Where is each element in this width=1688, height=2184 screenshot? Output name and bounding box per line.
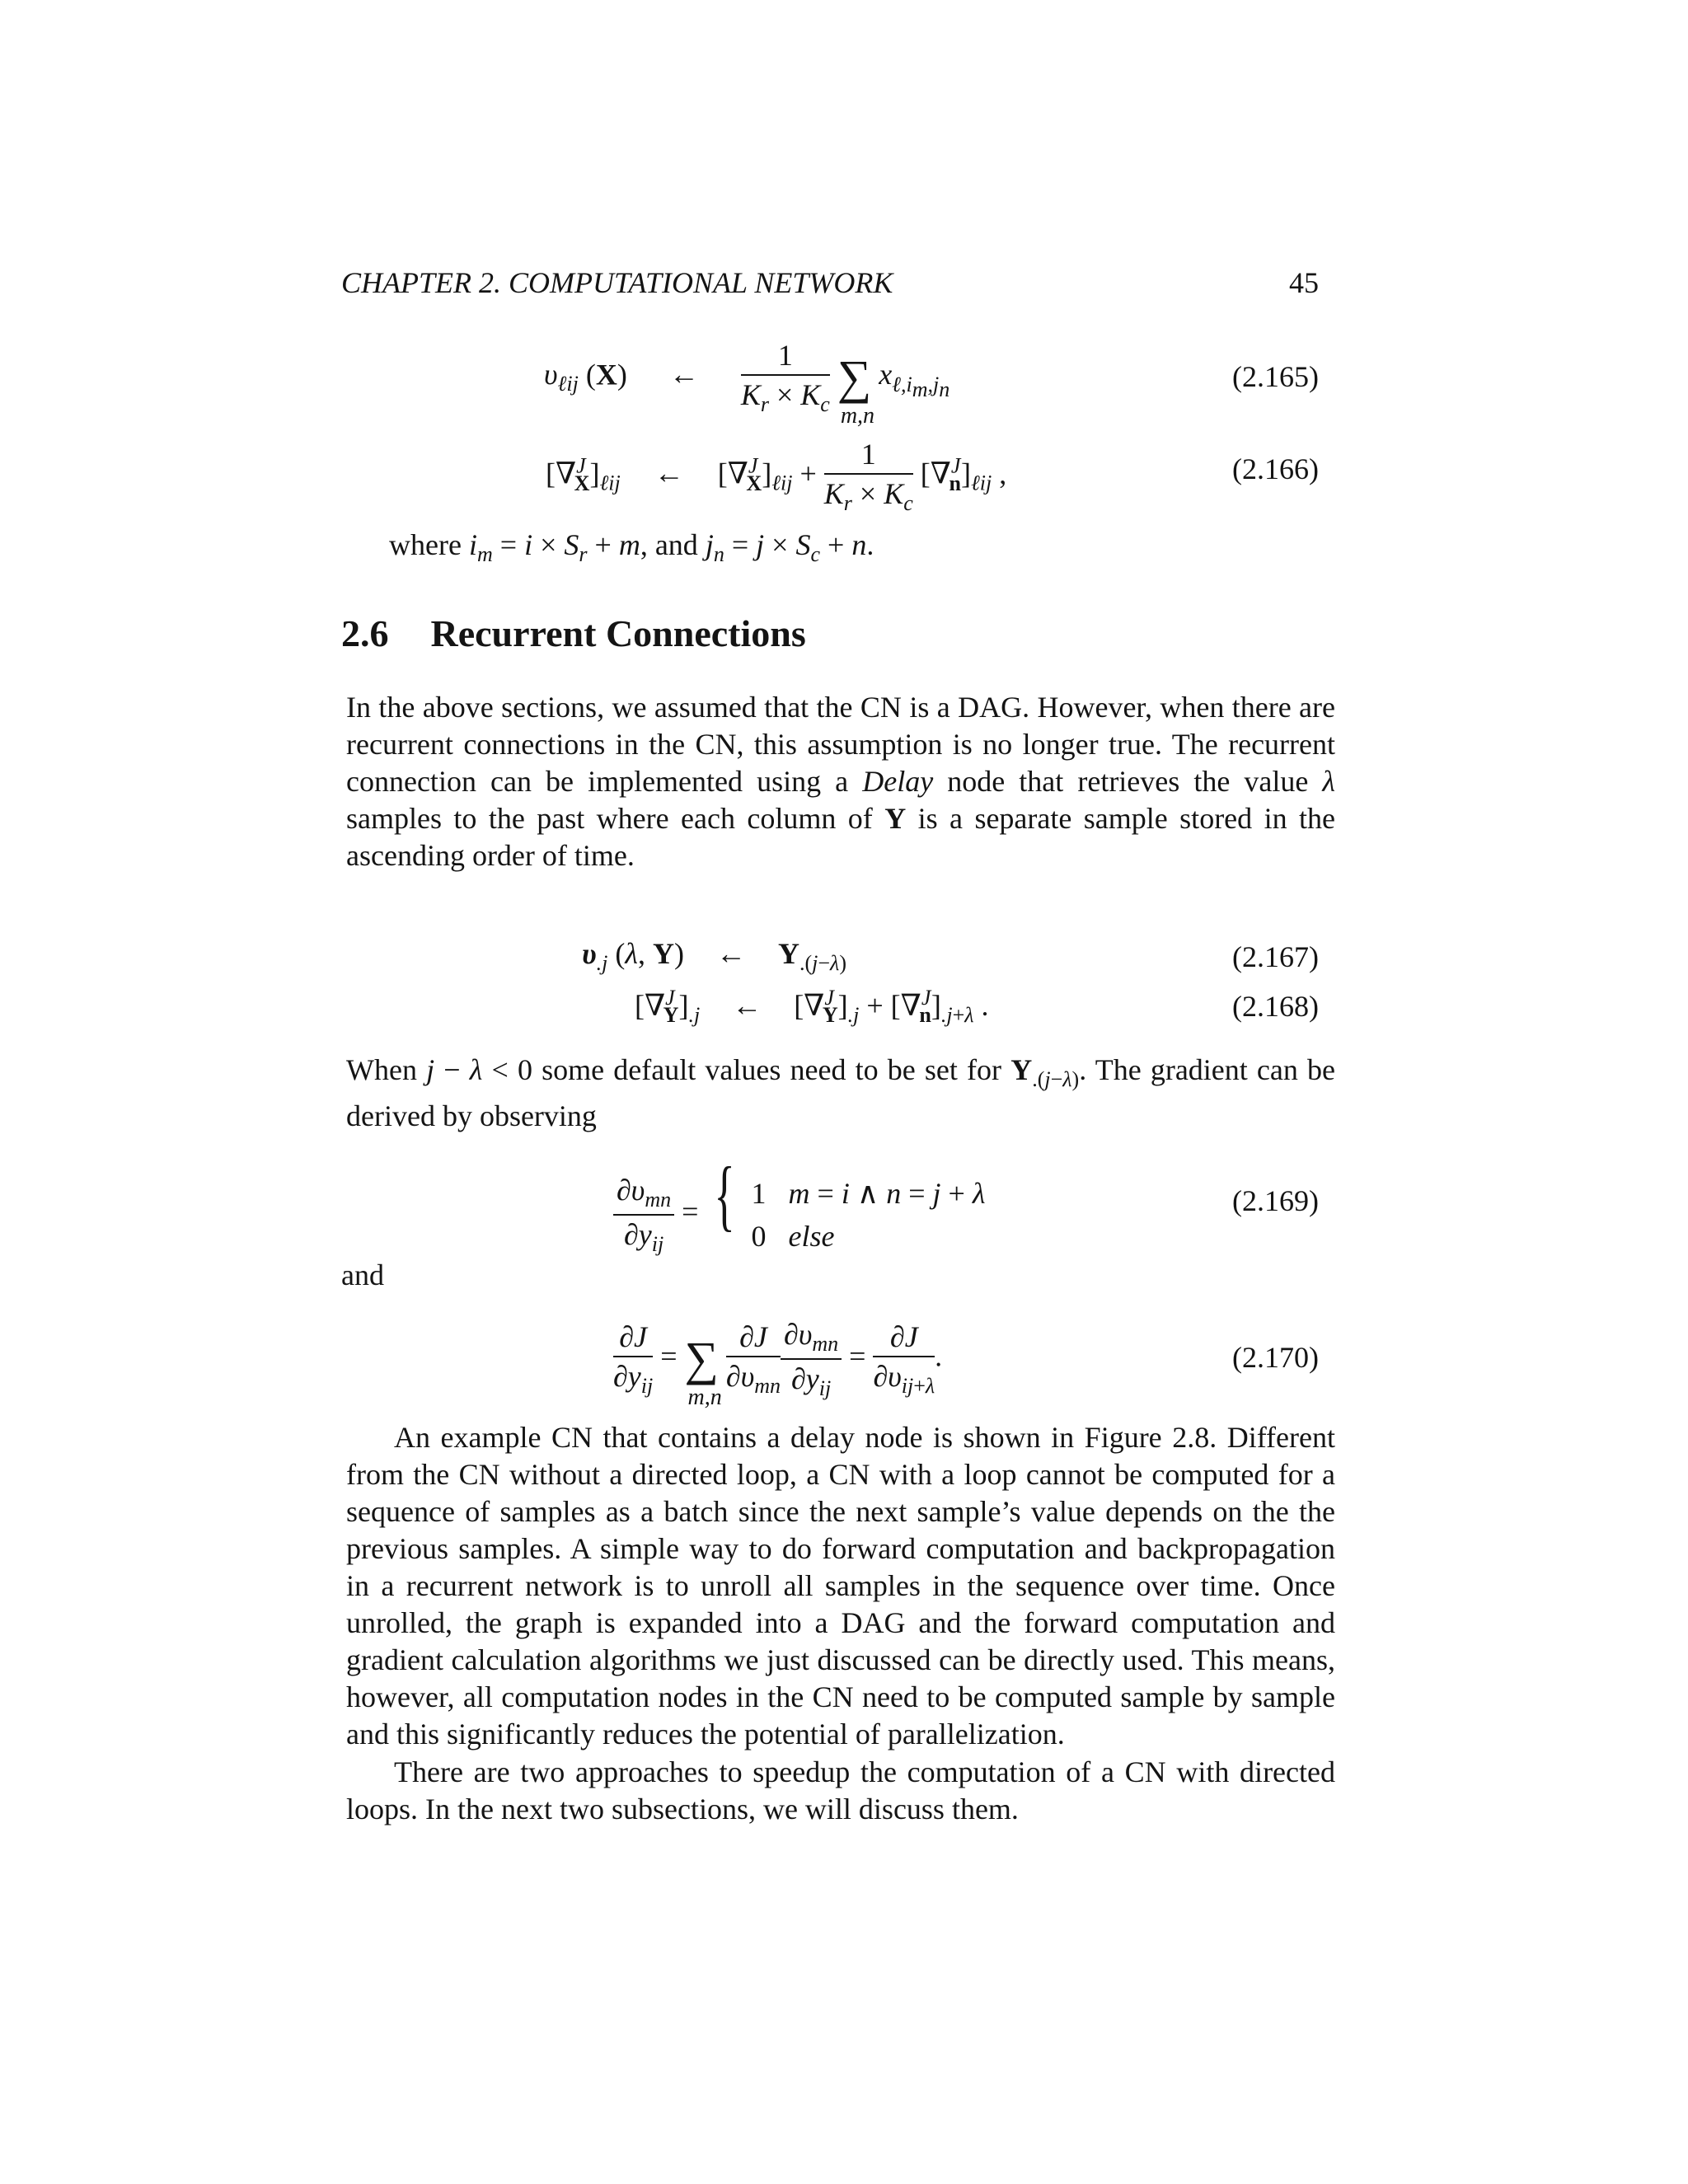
where-text: where bbox=[389, 528, 462, 561]
paragraph-default-values: When j − λ < 0 some default values need to be set for $Y_{.(j-\lambda)}$. The gradient can be derived by observing bbox=[346, 1053, 1336, 1133]
equation-2-166: $[\nabla^J_X]_{\ell ij}$ ← $[\nabla^J_X]_{\ell ij}$ + $\frac{1}{K_r \times K_c}$ $[\nabla^J_n]_{\ell ij}$ , bbox=[546, 438, 1007, 516]
equation-number: (2.170) bbox=[1232, 1341, 1319, 1374]
equation-2-167: $\upsilon_{.j}$ (λ, Y) ← $Y_{.(j-\lambda)}$ bbox=[582, 937, 846, 976]
and-word: and bbox=[341, 1258, 384, 1291]
section-title: Recurrent Connections bbox=[430, 612, 806, 654]
where-line: where $i_m = i \times S_r + m$, and $j_n = j \times S_c + n$. bbox=[389, 528, 874, 567]
equation-2-169: $\frac{\partial\upsilon_{mn}}{\partial y_{ij}}$ = { 1 m = i ∧ n = j + λ 0 else bbox=[613, 1155, 985, 1258]
equation-number: (2.166) bbox=[1232, 452, 1319, 485]
equation-number: (2.165) bbox=[1232, 360, 1319, 393]
equation-2-165: $\upsilon_{\ell ij}$ (X) ← $\frac{1}{K_r \times K_c}$ ∑ m,n $x_{\ell,i_m,j_n}$ bbox=[544, 339, 950, 429]
where-text-period: . bbox=[866, 528, 874, 561]
text-run: is a separate sample stored in the ascending order of time. bbox=[346, 802, 1335, 872]
section-number: 2.6 bbox=[341, 612, 389, 654]
equation-number: (2.168) bbox=[1232, 990, 1319, 1023]
page-number: 45 bbox=[1289, 266, 1319, 299]
section-heading bbox=[341, 612, 806, 655]
text-run: When bbox=[346, 1053, 427, 1086]
text-run: . The gradient can be derived by observing bbox=[346, 1053, 1336, 1133]
text-run: In the above sections, we assumed that the CN is a DAG. However, when there are recurrent connections in the CN, this assumption is no longer true. The recurrent connection can be implemented using a bbox=[346, 691, 1335, 798]
running-head: CHAPTER 2. COMPUTATIONAL NETWORK bbox=[341, 266, 893, 299]
equation-number: (2.167) bbox=[1232, 940, 1319, 973]
equation-2-170: $\frac{\partial J}{\partial y_{ij}}$ = ∑ m,n $\frac{\partial J}{\partial\upsilon_{mn}}$ $\frac{\partial\upsilon_{mn}}{\partial y_{ij}}$ = $\frac{\partial J}{\partial\upsilon_{ij+\lambda}}$ . bbox=[613, 1318, 943, 1411]
paragraph-example: An example CN that contains a delay node is shown in Figure 2.8. Different from the CN without a directed loop, a CN with a loop cannot be computed for a sequence of samples as a batch since the next sample’s value depends on the the previous samples. A simple way to do forward computation and backpropagation in a recurrent network is to unroll all samples in the sequence over time. Once unrolled, the graph is expanded into a DAG and the forward computation and gradient calculation algorithms we just discussed can be directly used. This means, however, all computation nodes in the CN need to be computed sample by sample and this significantly reduces the potential of parallelization. bbox=[346, 1421, 1335, 1750]
equation-2-168: $[\nabla^J_Y]_{.j}$ ← $[\nabla^J_Y]_{.j} + [\nabla^J_n]_{.j+\lambda}$ . bbox=[635, 986, 989, 1028]
paragraph-intro: In the above sections, we assumed that the CN is a DAG. However, when there are recurrent connections in the CN, this assumption is no longer true. The recurrent connection can be implemented using a Delay node that retrieves the value λ samples to the past where each column of Y is a separate sample stored in the ascending order of time. bbox=[346, 691, 1336, 872]
paragraph-approaches: There are two approaches to speedup the computation of a CN with directed loops. In the next two subsections, we will discuss them. bbox=[346, 1755, 1335, 1825]
equation-number: (2.169) bbox=[1232, 1184, 1319, 1217]
text-run: some default values need to be set for bbox=[532, 1053, 1011, 1086]
where-text-and: , and bbox=[640, 528, 698, 561]
text-run: samples to the past where each column of bbox=[346, 802, 885, 835]
italic-term: Delay bbox=[862, 765, 934, 798]
text-run: node that retrieves the value bbox=[933, 765, 1323, 798]
